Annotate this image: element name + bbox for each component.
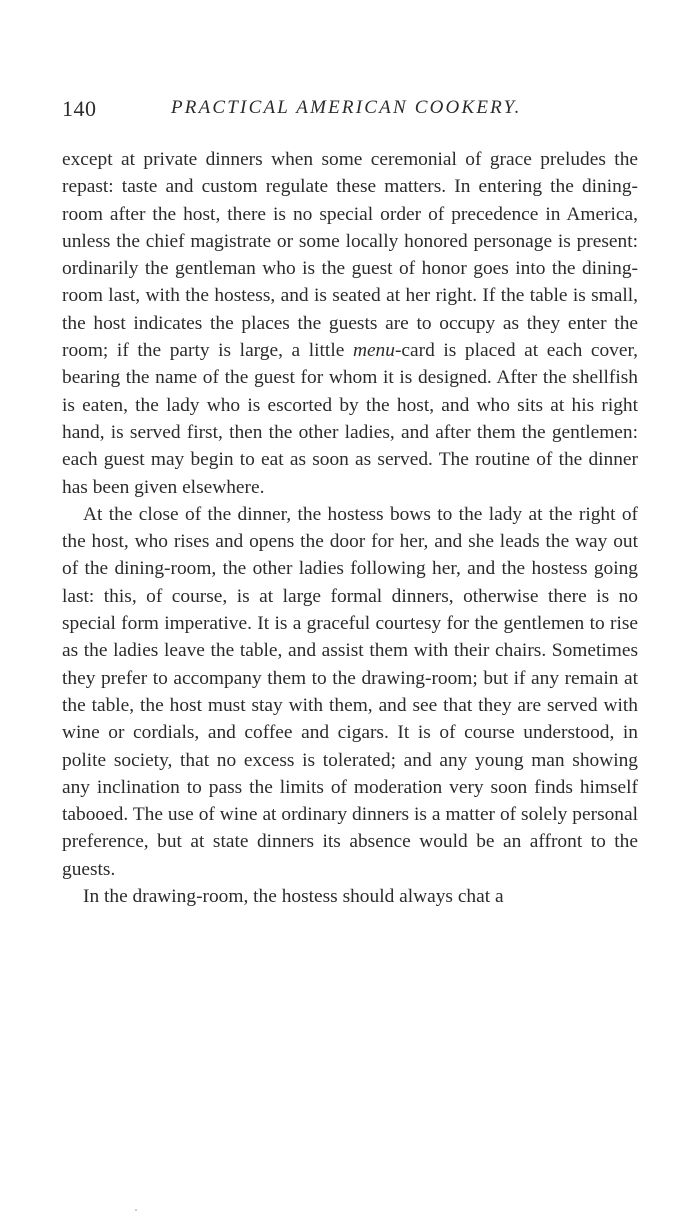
paragraph-precedence-text-end: -card is placed at each cover, bearing the name of the guest for whom it is designed. After the shellfish is eaten, the lady who is escorted by the host, and who sits at his right hand, is served first, then the other ladies, and after them the gentlemen: each guest may begin to eat as soon as served. The routine of the dinner has been given elsewhere. [62,340,639,498]
body-text [62,146,638,910]
running-head [62,96,638,130]
page-number: 140 [62,96,97,121]
paragraph-precedence-text-start: except at private dinners when some ceremonial of grace preludes the repast: taste and custom regulate these matters. In entering the dining-room after the host, there is no special order of precedence in America, unless the chief magistrate or some locally honored personage is present: ordinarily the gentleman who is the guest of honor goes into the dining-room last, with the hostess, and is seated at her right. If the table is small, the host indicates the places the guests are to occupy as they enter the room; if the party is large, a little [62,149,638,362]
paper-speck [135,1209,137,1211]
paragraph-drawing-room: In the drawing-room, the hostess should always chat a [83,886,504,908]
running-title: PRACTICAL AMERICAN COOKERY. [171,97,522,118]
paragraph-precedence [62,146,638,501]
menu-emphasis: menu [352,340,395,362]
paragraph-close-of-dinner: At the close of the dinner, the hostess bows to the lady at the right of the host, who rises and opens the door for her, and she leads the way out of the dining-room, the other ladies following her, and the hostess going last: this, of course, is at large formal dinners, otherwise there is no special form imperative. It is a graceful courtesy for the gentlemen to rise as the ladies leave the table, and assist them with their chairs. Sometimes they prefer to accompany them to the drawing-room; but if any remain at the table, the host must stay with them, and see that they are served with wine or cordials, and coffee and cigars. It is of course understood, in polite society, that no excess is tolerated; and any young man showing any inclination to pass the limits of moderation very soon finds himself tabooed. The use of wine at ordinary dinners is a matter of solely personal preference, but at state dinners its absence would be an affront to the guests. [62,503,638,880]
book-page [62,96,638,910]
